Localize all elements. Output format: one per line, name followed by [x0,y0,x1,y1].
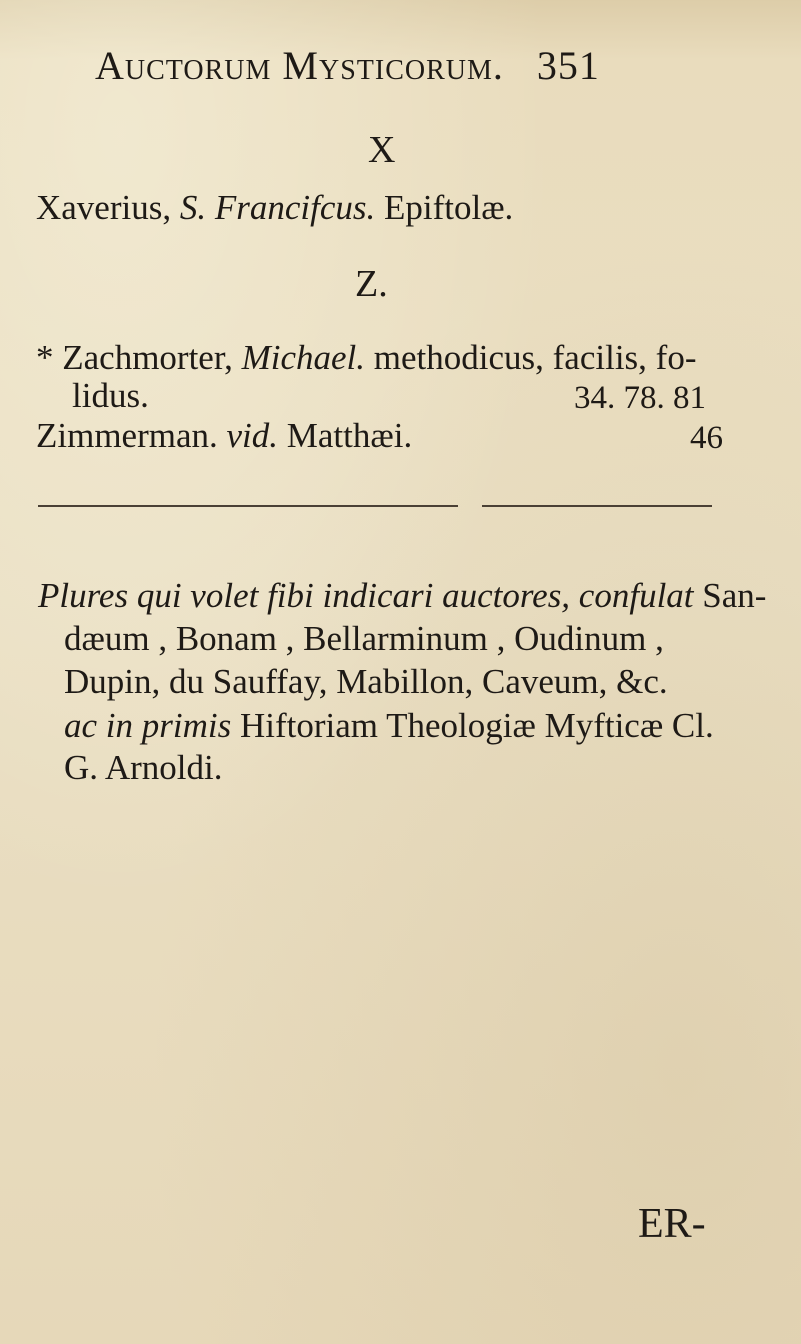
entry-zimmerman-refs: 46 [690,420,723,456]
entry-zimmerman [36,418,412,453]
note-line-4-italic: ac in primis [64,706,232,745]
entry-zachmorter-refs: 34. 78. 81 [574,380,706,416]
entry-rest: Epiftolæ. [384,188,514,227]
entry-rest: Matthæi. [286,416,413,455]
note-line-1 [38,578,766,613]
note-line-1-italic: Plures qui volet fibi indicari auctores, confulat [38,576,694,615]
section-letter-x: X [368,129,396,171]
page-number: 351 [536,43,600,88]
running-head-title-1: Auctorum [95,43,272,88]
entry-zachmorter [36,340,696,375]
note-line-1-rest: San- [702,576,767,615]
entry-rest: methodicus, facilis, fo- [373,338,697,377]
entry-name: Xaverius, [36,188,172,227]
note-line-2: dæum , Bonam , Bellarminum , Oudinum , [64,619,664,658]
catchword: ER- [638,1201,706,1247]
running-head-title-2: Mysticorum. [282,43,504,88]
divider-rule-left [38,505,458,507]
entry-name: * Zachmorter, [36,338,233,377]
section-letter-z: Z. [355,263,388,305]
note-line-4 [64,708,714,743]
entry-italic: vid. [226,416,279,455]
note-line-4-rest: Hiftoriam Theologiæ Myfticæ Cl. [239,706,714,745]
note-line-3: Dupin, du Sauffay, Mabillon, Caveum, &c. [64,662,668,701]
entry-italic: S. Francifcus. [179,188,376,227]
entry-zachmorter-cont: lidus. [72,376,149,415]
running-head [95,42,600,89]
entry-italic: Michael. [241,338,366,377]
divider-rule-right [482,505,712,507]
entry-name: Zimmerman. [36,416,218,455]
entry-xaverius [36,190,513,225]
note-line-5: G. Arnoldi. [64,748,223,787]
